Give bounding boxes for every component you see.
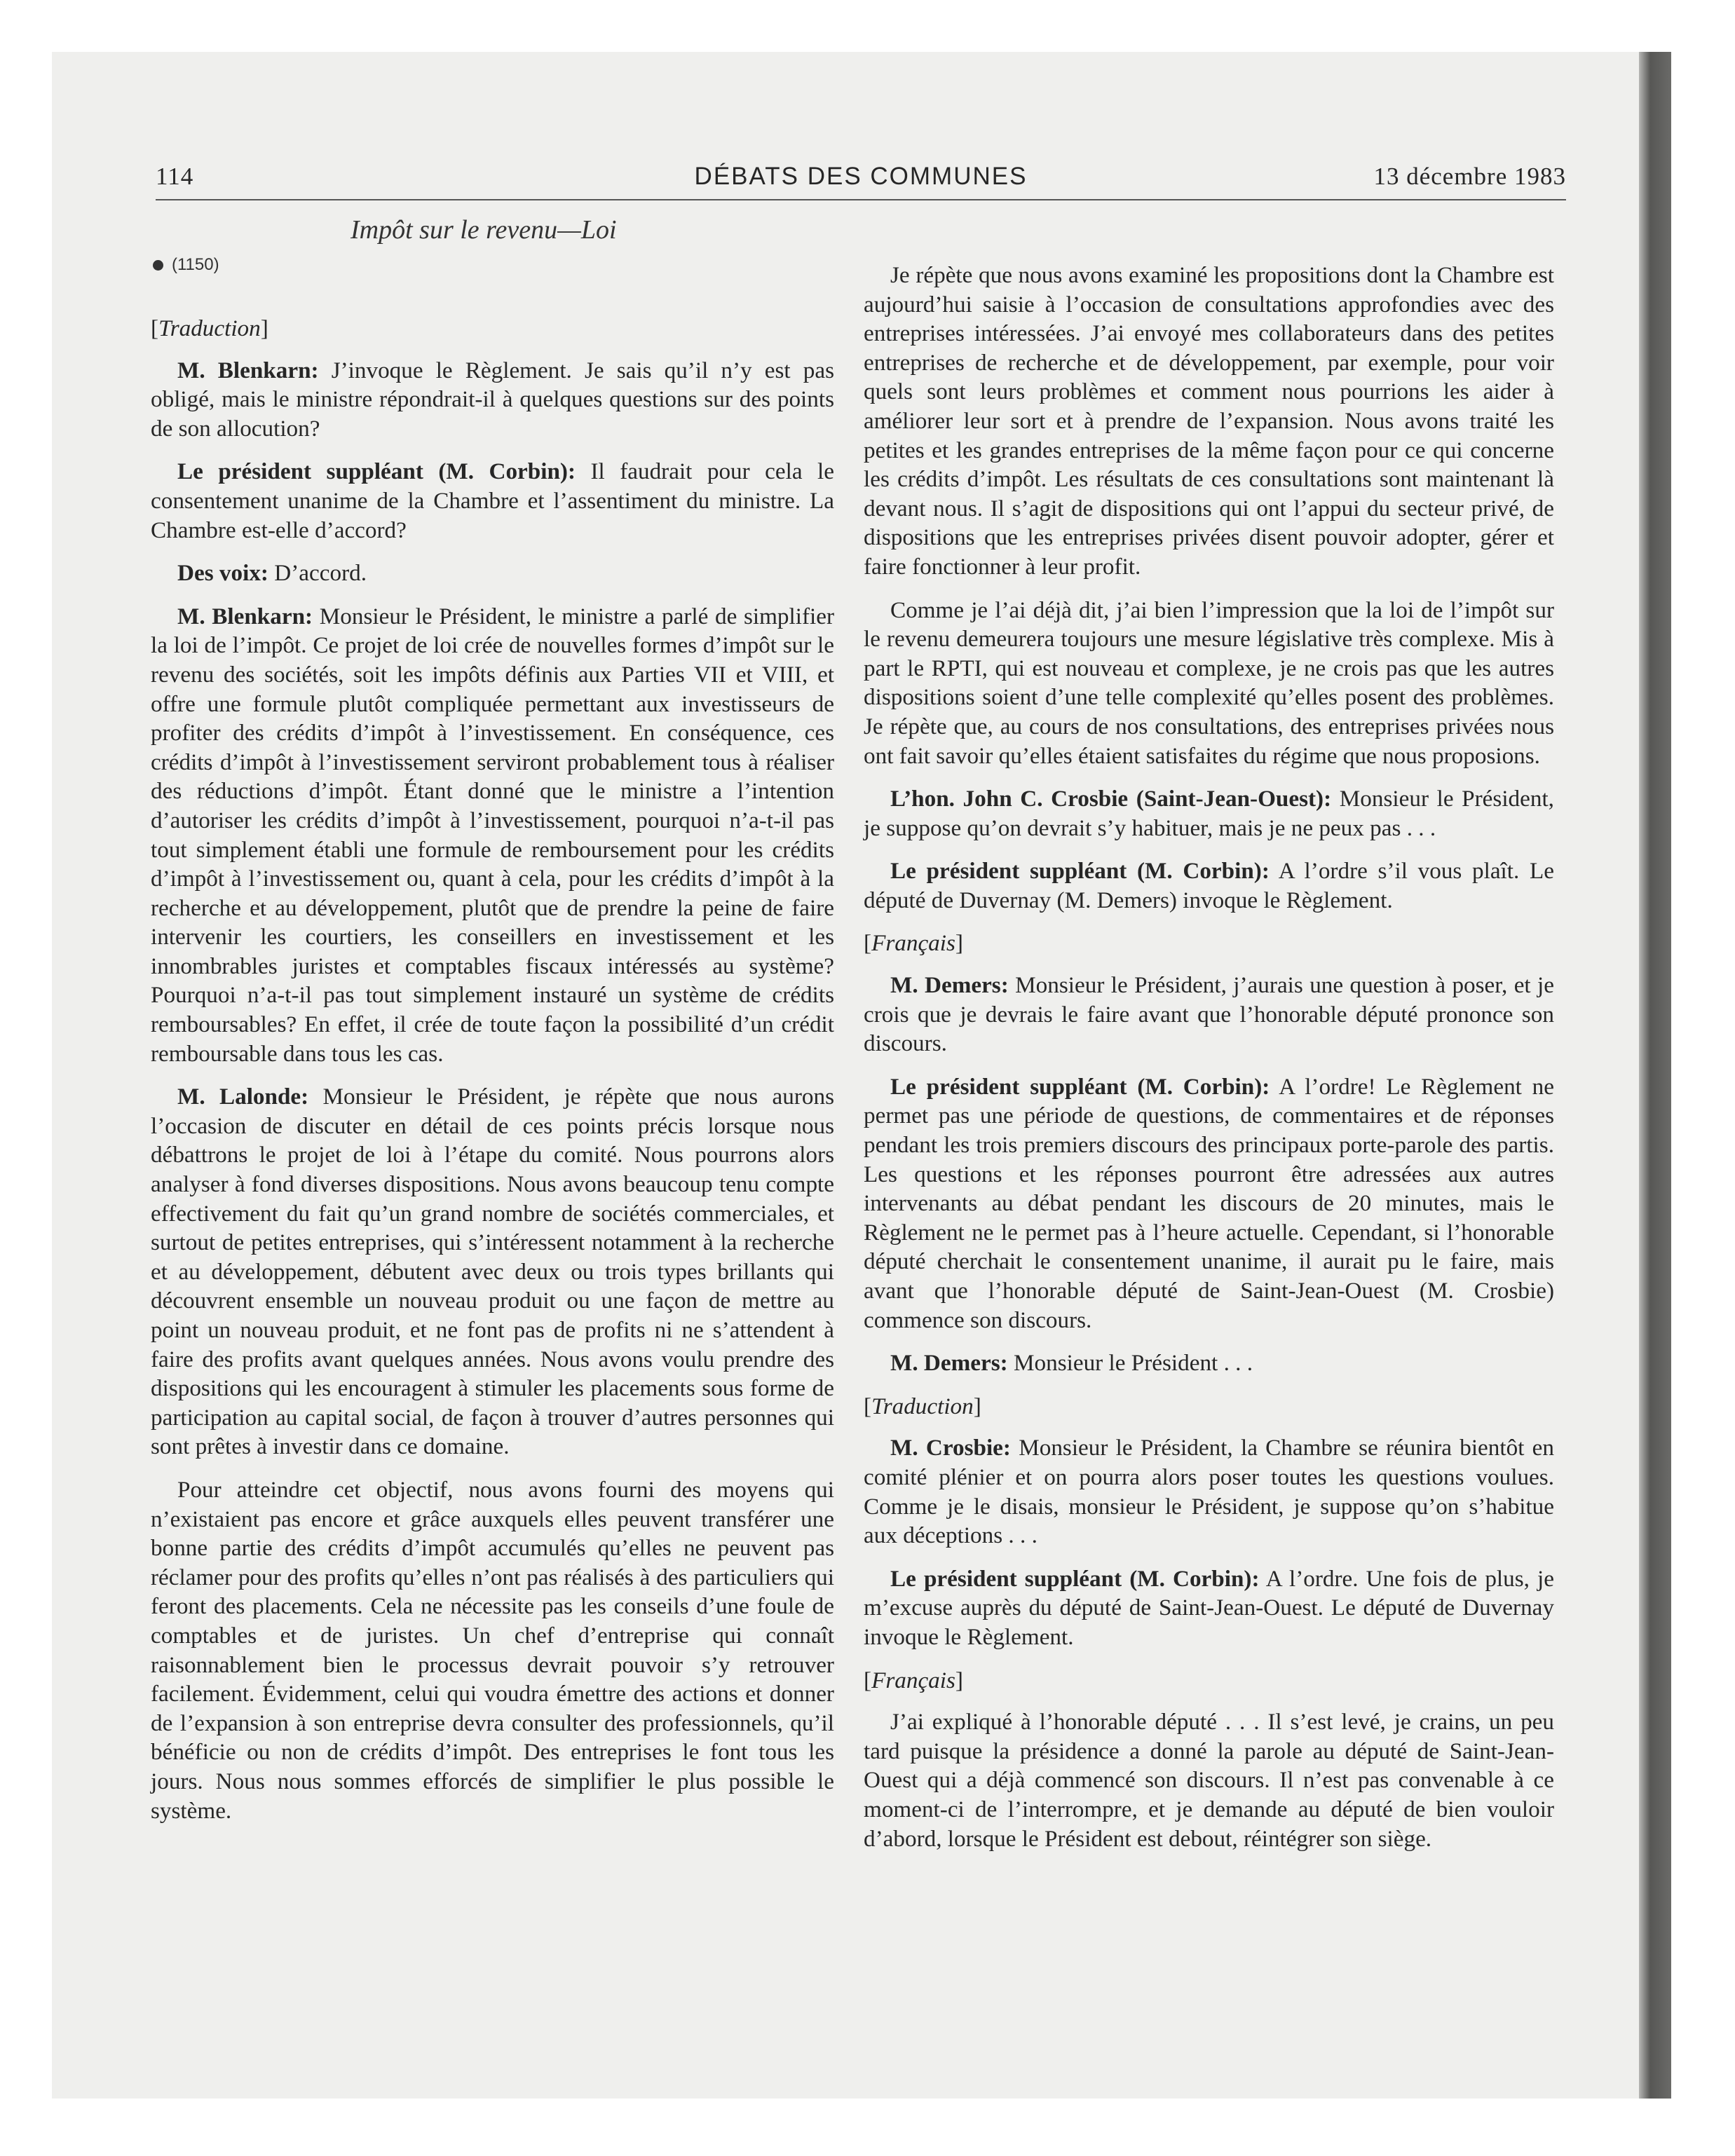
page-header xyxy=(156,163,1566,202)
speech-text: Pour atteindre cet objectif, nous avons fourni des moyens qui n’existaient pas encore et grâce auxquels elles peuvent transférer une bonne partie des crédits d’impôt accumulés qu’elles ne peuvent pas réclamer pour des profits qu’elles n’ont pas réalisés à des particuliers qui feront des placements. Cela ne nécessite pas les conseils d’une foule de comptables et de juristes. Un chef d’entreprise qui connaît raisonnablement bien le processus devrait pouvoir s’y retrouver facilement. Évidemment, celui qui voudra émettre des actions et donner de l’expansion à son entreprise devra consulter des professionnels, qu’il bénéficie ou non de crédits d’impôt. Des entreprises le font tous les jours. Nous nous sommes efforcés de simplifier le plus possible le système. xyxy=(151,1476,834,1824)
speaker-name: M. Blenkarn: xyxy=(177,603,313,629)
language-marker: [Traduction] xyxy=(151,315,268,341)
right-column xyxy=(864,261,1554,1867)
language-marker: [Français] xyxy=(864,930,963,957)
language-marker: [Français] xyxy=(864,1667,963,1693)
time-marker xyxy=(153,255,219,275)
speech-paragraph xyxy=(864,784,1554,842)
speech-paragraph xyxy=(864,857,1554,915)
speech-paragraph xyxy=(151,1082,834,1461)
language-marker-text: Traduction xyxy=(871,1393,974,1419)
speaker-name: M. Lalonde: xyxy=(177,1084,309,1110)
language-marker-text: Français xyxy=(871,1667,955,1693)
speech-paragraph xyxy=(864,1433,1554,1550)
speech-text: A l’ordre s’il vous plaît. Le député de Duvernay (M. Demers) invoque le Règlement. xyxy=(864,858,1554,913)
speech-paragraph xyxy=(864,1707,1554,1853)
speaker-name: Le président suppléant (M. Corbin): xyxy=(890,858,1270,885)
running-subject: Impôt sur le revenu—Loi xyxy=(351,215,617,245)
speaker-name: L’hon. John C. Crosbie (Saint-Jean-Ouest): xyxy=(890,786,1332,812)
speech-paragraph xyxy=(151,602,834,1069)
language-marker-text: Traduction xyxy=(158,315,261,341)
language-marker: [Traduction] xyxy=(864,1393,981,1419)
speaker-name: M. Demers: xyxy=(890,1350,1008,1377)
left-column xyxy=(151,314,834,1839)
speech-text: A l’ordre. Une fois de plus, je m’excuse auprès du député de Saint-Jean-Ouest. Le député de Duvernay invoque le Règlement. xyxy=(864,1565,1554,1650)
speech-paragraph xyxy=(864,261,1554,582)
speech-paragraph xyxy=(864,1564,1554,1652)
speech-text: Monsieur le Président, je suppose qu’on devrait s’y habituer, mais je ne peux pas . . . xyxy=(864,786,1554,841)
page-number: 114 xyxy=(156,163,194,190)
speech-text: Monsieur le Président, la Chambre se réunira bientôt en comité plénier et on pourra alors poser toutes les questions voulues. Comme je le disais, monsieur le Président, je suppose qu’on s’habitue aux déceptions . . . xyxy=(864,1435,1554,1549)
scan-binding-edge xyxy=(1639,52,1671,2099)
speaker-name: M. Demers: xyxy=(890,972,1009,999)
speech-text: Monsieur le Président, je répète que nous aurons l’occasion de discuter en détail de ces points précis lorsque nous débattrons le projet de loi à l’étape du comité. Nous pourrons alors analyser à fond diverses dispositions. Nous avons beaucoup tenu compte effectivement du fait qu’un grand nombre de sociétés commerciales, et surtout de petites entreprises, qui s’intéressent notamment à la recherche et au développement, débutent avec deux ou trois types brillants qui découvrent ensemble un nouveau produit ou une façon de mettre au point un nouveau produit, et ne font pas de profits ni ne s’attendent à faire des profits avant quelques années. Nous avons voulu prendre des dispositions qui les encouragent à stimuler les placements sous forme de participation au capital social, de façon à trouver d’autres personnes qui sont prêtes à investir dans ce domaine. xyxy=(151,1084,834,1460)
speech-text: A l’ordre! Le Règlement ne permet pas une période de questions, de commentaires et de réponses pendant les trois premiers discours des principaux porte-parole des partis. Les questions et les réponses pourront être adressées aux autres intervenants au débat pendant les discours de 20 minutes, mais le Règlement ne le permet pas à l’heure actuelle. Cependant, si l’honorable député cherchait le consentement unanime, il aurait pu le faire, mais avant que l’honorable député de Saint-Jean-Ouest (M. Crosbie) commence son discours. xyxy=(864,1073,1554,1333)
time-marker-text: (1150) xyxy=(172,255,219,274)
issue-date: 13 décembre 1983 xyxy=(1373,163,1566,190)
speech-text: Je répète que nous avons examiné les propositions dont la Chambre est aujourd’hui saisie à l’occasion de consultations approfondies avec des entreprises intéressées. J’ai envoyé mes collaborateurs dans des petites entreprises de recherche et de développement, par exemple, pour voir quels sont leurs problèmes et comment nous pourrions les aider à améliorer leur sort et à prendre de l’expansion. Nous avons traité les petites et les grandes entreprises de la même façon pour ce qui concerne les crédits d’impôt. Les résultats de ces consultations sont maintenant là devant nous. Il s’agit de dispositions qui ont l’appui du secteur privé, de dispositions que les entreprises privées disent pouvoir adopter, gérer et faire fonctionner à leur profit. xyxy=(864,262,1554,580)
language-marker-text: Français xyxy=(871,930,955,957)
speaker-name: M. Blenkarn: xyxy=(177,357,319,383)
speech-paragraph xyxy=(864,971,1554,1058)
speaker-name: Le président suppléant (M. Corbin): xyxy=(890,1073,1270,1100)
speech-text: J’ai expliqué à l’honorable député . . . Il s’est levé, je crains, un peu tard puisque la présidence a donné la parole au député de Saint-Jean-Ouest qui a déjà commencé son discours. Il n’est pas convenable à ce moment-ci de l’interrompre, et je demande au député de bien vouloir d’abord, lorsque le Président est debout, réintégrer son siège. xyxy=(864,1709,1554,1852)
speech-text: Monsieur le Président, le ministre a parlé de simplifier la loi de l’impôt. Ce projet de loi crée de nouvelles formes d’impôt sur le revenu des sociétés, soit les impôts définis aux Parties VII et VIII, et offre une formule plutôt compliquée permettant aux investisseurs de profiter des crédits d’impôt à l’investissement. En conséquence, ces crédits d’impôt à l’investissement serviront probablement tous à réaliser des réductions d’impôt. Étant donné que le ministre a l’intention d’autoriser les crédits d’impôt à l’investissement, pourquoi n’a-t-il pas tout simplement établi une formule de remboursement pour les crédits d’impôt à l’investissement ou, quant à cela, pour les crédits d’impôt à la recherche et au développement, plutôt que de prendre la peine de faire intervenir les courtiers, les conseillers en investissement et les innombrables juristes et comptables fiscaux intéressés au système? Pourquoi n’a-t-il pas tout simplement instauré un système de crédits remboursables? En effet, il crée de toute façon la possibilité d’un crédit remboursable dans tous les cas. xyxy=(151,603,834,1067)
speech-paragraph xyxy=(864,596,1554,771)
speech-text: J’invoque le Règlement. Je sais qu’il n’y est pas obligé, mais le ministre répondrait-il à quelques questions sur des points de son allocution? xyxy=(151,357,834,442)
speech-text: D’accord. xyxy=(268,560,367,587)
speaker-name: Des voix: xyxy=(177,560,268,587)
bullet-icon xyxy=(153,260,163,271)
speech-text: Comme je l’ai déjà dit, j’ai bien l’impression que la loi de l’impôt sur le revenu demeurera toujours une mesure législative très complexe. Mis à part le RPTI, qui est nouveau et complexe, je ne crois pas que les autres dispositions soient d’une telle complexité qu’elles posent des problèmes. Je répète que, au cours de nos consultations, des entreprises privées nous ont fait savoir qu’elles étaient satisfaites du régime que nous proposions. xyxy=(864,596,1554,769)
header-rule xyxy=(156,199,1566,200)
speaker-name: Le président suppléant (M. Corbin): xyxy=(177,458,576,485)
speaker-name: Le président suppléant (M. Corbin): xyxy=(890,1565,1260,1592)
speech-paragraph xyxy=(864,1349,1554,1378)
speech-text: Monsieur le Président . . . xyxy=(1007,1350,1253,1377)
speech-text: Monsieur le Président, j’aurais une question à poser, et je crois que je devrais le faire avant que l’honorable député prononce son discours. xyxy=(864,972,1554,1057)
speech-paragraph xyxy=(151,356,834,444)
journal-title: DÉBATS DES COMMUNES xyxy=(694,163,1028,190)
speech-text: Il faudrait pour cela le consentement unanime de la Chambre et l’assentiment du ministre. La Chambre est-elle d’accord? xyxy=(151,458,834,543)
speaker-name: M. Crosbie: xyxy=(890,1435,1011,1461)
speech-paragraph xyxy=(151,1475,834,1825)
speech-paragraph xyxy=(151,559,834,588)
speech-paragraph xyxy=(864,1072,1554,1335)
speech-paragraph xyxy=(151,457,834,545)
